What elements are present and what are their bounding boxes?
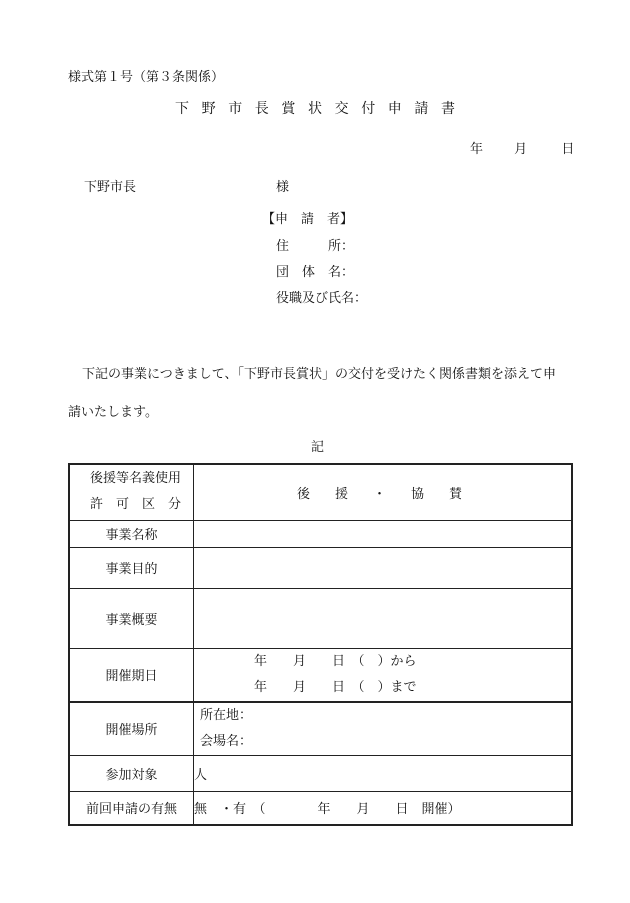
date-year: 年 (470, 142, 484, 157)
category-label (69, 464, 194, 520)
previous-application-label: 前回申請の有無 (69, 791, 194, 825)
application-details-table (68, 463, 573, 826)
period-start-line: 年 月 日 （ ）から (254, 653, 417, 669)
row-category (69, 464, 572, 520)
applicant-header: 【申 請 者】 (262, 212, 354, 227)
addressee-honorific: 様 (276, 180, 290, 195)
row-participants (69, 755, 572, 791)
applicant-organization-label: 団 体 名： (276, 265, 355, 280)
row-event-overview (69, 588, 572, 648)
row-event-name (69, 520, 572, 547)
event-purpose-field[interactable] (194, 547, 573, 588)
applicant-address-label: 住 所： (276, 239, 355, 254)
participants-field[interactable]: 人 (194, 755, 573, 791)
applicant-title-name-label: 役職及び氏名： (276, 291, 368, 306)
row-event-purpose (69, 547, 572, 588)
event-purpose-label: 事業目的 (69, 547, 194, 588)
participants-label: 参加対象 (69, 755, 194, 791)
event-overview-label: 事業概要 (69, 588, 194, 648)
ki-heading: 記 (311, 440, 325, 455)
category-label-line2: 許 可 区 分 (89, 497, 181, 513)
venue-location-label: 所在地： (200, 707, 253, 723)
event-period-field[interactable] (194, 648, 573, 702)
event-overview-field[interactable] (194, 588, 573, 648)
form-number: 様式第１号（第３条関係） (68, 70, 225, 85)
event-name-field[interactable] (194, 520, 573, 547)
date-day: 日 (561, 142, 575, 157)
previous-application-field[interactable]: 無 ・有 （ 年 月 日 開催） (194, 791, 573, 825)
date-line (470, 138, 574, 157)
category-label-line1: 後援等名義使用 (89, 471, 181, 487)
row-venue (69, 702, 572, 756)
date-month: 月 (514, 142, 528, 157)
period-end-line: 年 月 日 （ ）まで (254, 679, 417, 695)
event-name-label: 事業名称 (69, 520, 194, 547)
venue-hall-label: 会場名： (200, 733, 253, 749)
row-event-period (69, 648, 572, 702)
venue-label: 開催場所 (69, 702, 194, 756)
row-previous-application (69, 791, 572, 825)
addressee-name: 下野市長 (84, 180, 137, 195)
category-value: 後 援 ・ 協 賛 (194, 464, 573, 520)
application-statement: 下記の事業につきまして、「下野市長賞状」の交付を受けたく関係書類を添えて申請いたします。 (68, 367, 556, 420)
event-period-label: 開催期日 (69, 648, 194, 702)
venue-field[interactable] (194, 702, 573, 756)
document-title: 下野市長賞状交付申請書 (175, 101, 468, 117)
